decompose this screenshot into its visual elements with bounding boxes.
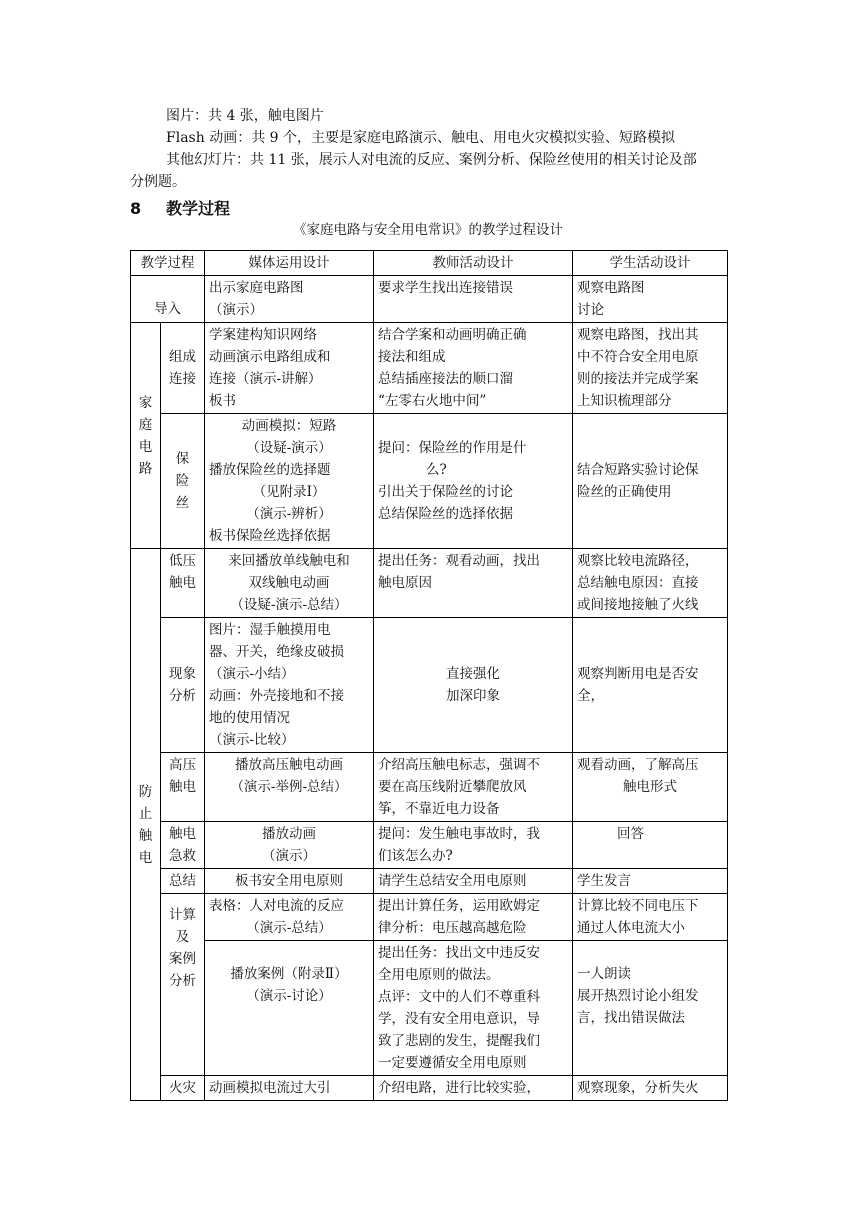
media-cell: 播放高压触电动画 （演示-举例-总结） <box>205 753 374 822</box>
section-number: 8 <box>130 199 142 218</box>
student-cell: 学生发言 <box>573 869 728 894</box>
student-cell: 一人朗读 展开热烈讨论小组发 言，找出错误做法 <box>573 941 728 1076</box>
student-cell: 观察现象，分析失火 <box>573 1076 728 1101</box>
section-heading <box>130 196 230 219</box>
student-cell: 观察判断用电是否安 全， <box>573 618 728 753</box>
media-cell: 动画模拟电流过大引 <box>205 1076 374 1101</box>
sub-stage-cell: 低压 触电 <box>161 549 205 618</box>
intro-paragraph <box>130 105 730 193</box>
media-cell: 图片：湿手触摸用电 器、开关，绝缘皮破损 （演示-小结） 动画：外壳接地和不接 地的使用情况 （演示-比较） <box>205 618 374 753</box>
sub-stage-cell: 组成 连接 <box>161 323 205 414</box>
teacher-cell: 要求学生找出连接错误 <box>374 276 573 323</box>
intro-flash: Flash 动画：共 9 个，主要是家庭电路演示、触电、用电火灾模拟实验、短路模拟 <box>166 130 675 146</box>
header-teacher: 教师活动设计 <box>374 251 573 276</box>
student-cell: 观看动画，了解高压 触电形式 <box>573 753 728 822</box>
header-stage: 教学过程 <box>131 251 205 276</box>
table-row-case-analysis <box>131 941 728 1076</box>
media-cell: 板书安全用电原则 <box>205 869 374 894</box>
teacher-cell: 介绍高压触电标志，强调不 要在高压线附近攀爬放风 筝，不靠近电力设备 <box>374 753 573 822</box>
intro-slides-line1: 其他幻灯片：共 11 张，展示人对电流的反应、案例分析、保险丝使用的相关讨论及部 <box>166 152 697 168</box>
media-cell: 播放动画 （演示） <box>205 822 374 869</box>
teacher-cell: 直接强化 加深印象 <box>374 618 573 753</box>
student-cell: 观察比较电流路径， 总结触电原因：直接 或间接地接触了火线 <box>573 549 728 618</box>
media-cell: 表格：人对电流的反应 （演示-总结） <box>205 894 374 941</box>
teacher-cell: 提问：保险丝的作用是什 么? 引出关于保险丝的讨论 总结保险丝的选择依据 <box>374 414 573 549</box>
table-caption: 《家庭电路与安全用电常识》的教学过程设计 <box>293 222 563 238</box>
table-row-high-voltage <box>131 753 728 822</box>
teacher-cell: 提问：发生触电事故时，我 们该怎么办? <box>374 822 573 869</box>
media-cell: 播放案例（附录Ⅱ） （演示-讨论） <box>205 941 374 1076</box>
teacher-cell: 提出任务：找出文中违反安 全用电原则的做法。 点评：文中的人们不尊重科 学，没有安全用电意识，导 致了悲剧的发生，提醒我们 一定要遵循安全用电原则 <box>374 941 573 1076</box>
sub-stage-cell: 高压 触电 <box>161 753 205 822</box>
media-cell: 出示家庭电路图 （演示） <box>205 276 374 323</box>
table-row-fuse <box>131 414 728 549</box>
student-cell: 计算比较不同电压下 通过人体电流大小 <box>573 894 728 941</box>
group-label-prevent-shock: 防 止 触 电 <box>131 549 161 1101</box>
teacher-cell: 介绍电路，进行比较实验， <box>374 1076 573 1101</box>
table-row-summary <box>131 869 728 894</box>
sub-stage-cell: 火灾 <box>161 1076 205 1101</box>
teacher-cell: 提出计算任务，运用欧姆定 律分析：电压越高越危险 <box>374 894 573 941</box>
table-row-low-voltage <box>131 549 728 618</box>
table-row-first-aid <box>131 822 728 869</box>
table-row-circuit-connection <box>131 323 728 414</box>
group-label-home-circuit: 家 庭 电 路 <box>131 323 161 549</box>
sub-stage-cell: 总结 <box>161 869 205 894</box>
student-cell: 结合短路实验讨论保 险丝的正确使用 <box>573 414 728 549</box>
sub-stage-cell: 触电 急救 <box>161 822 205 869</box>
table-header-row <box>131 251 728 276</box>
intro-pictures: 图片：共 4 张，触电图片 <box>166 108 324 124</box>
teacher-cell: 结合学案和动画明确正确 接法和组成 总结插座接法的顺口溜 “左零右火地中间” <box>374 323 573 414</box>
teacher-cell: 请学生总结安全用电原则 <box>374 869 573 894</box>
header-student: 学生活动设计 <box>573 251 728 276</box>
student-cell: 观察电路图 讨论 <box>573 276 728 323</box>
process-table <box>130 250 728 1101</box>
table-row-phenomenon <box>131 618 728 753</box>
sub-stage-cell: 现象 分析 <box>161 618 205 753</box>
table-row-intro <box>131 276 728 323</box>
media-cell: 来回播放单线触电和 双线触电动画 （设疑-演示-总结） <box>205 549 374 618</box>
stage-intro: 导入 <box>131 276 205 323</box>
table-row-calculation <box>131 894 728 941</box>
teacher-cell: 提出任务：观看动画，找出 触电原因 <box>374 549 573 618</box>
sub-stage-cell: 保 险 丝 <box>161 414 205 549</box>
section-title: 教学过程 <box>166 199 231 218</box>
media-cell: 动画模拟：短路 （设疑-演示） 播放保险丝的选择题 （见附录Ⅰ） （演示-辨析） 板书保险丝选择依据 <box>205 414 374 549</box>
intro-slides-line2: 分例题。 <box>130 174 186 190</box>
header-media: 媒体运用设计 <box>205 251 374 276</box>
media-cell: 学案建构知识网络 动画演示电路组成和 连接（演示-讲解） 板书 <box>205 323 374 414</box>
table-row-fire <box>131 1076 728 1101</box>
sub-stage-calc-case: 计算 及 案例 分析 <box>161 894 205 1076</box>
student-cell: 回答 <box>573 822 728 869</box>
student-cell: 观察电路图，找出其 中不符合安全用电原 则的接法并完成学案 上知识梳理部分 <box>573 323 728 414</box>
